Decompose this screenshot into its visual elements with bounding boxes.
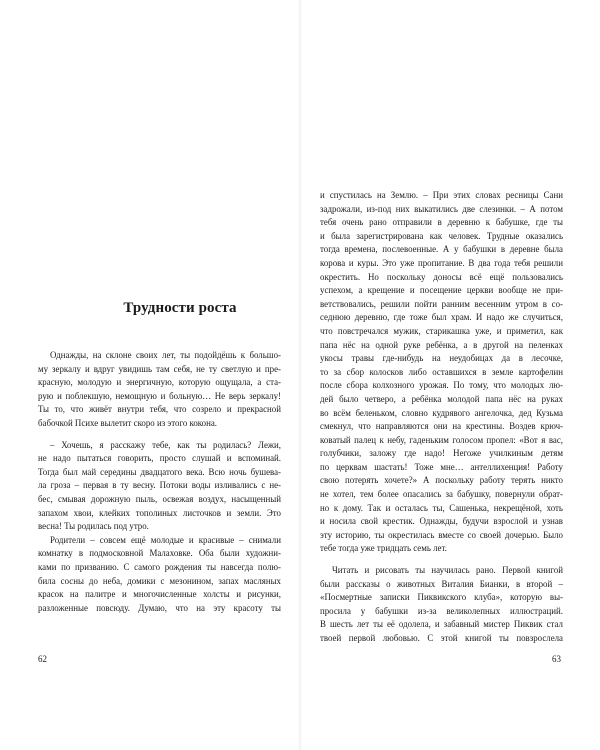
text-line: ками по призванию. С самого рождения ты навсегда полю-: [38, 561, 281, 572]
text-line: и носила свой крестик. Однажды, будучи взрослой и узнав: [320, 516, 563, 527]
text-line: рую и поблекшую, немощную и больную… Не верь зеркалу!: [38, 390, 281, 401]
page-number: 62: [38, 654, 47, 664]
text-line: и спустилась на Землю. – При этих словах ресницы Сани: [320, 190, 563, 200]
text-line: – Хочешь, я расскажу тебе, как ты родилась? Лежи,: [50, 439, 281, 450]
text-line: укосы травы где-нибудь на неудобицах да в лесочке,: [320, 353, 563, 364]
text-line: дей было четверо, а ребёнка молодой папа нёс на руках: [320, 393, 563, 404]
text-line: и была зарегистрирована как человек. Трудные оказались: [320, 230, 563, 241]
right-page: [300, 0, 600, 750]
text-line: запахом хвои, клейких тополиных листочков и земли. Это: [38, 507, 281, 518]
text-line: свою потерять хочете?» А поскольку работу терять никто: [320, 475, 563, 486]
text-line: разложенные повсюду. Думаю, что на эту красоту ты: [38, 602, 281, 613]
text-line: окрестить. Но поскольку доносы всё ещё пользовались: [320, 271, 563, 282]
paragraph-gap: [38, 431, 281, 439]
left-page-text: [38, 349, 281, 615]
text-line: тебе тогда уже тридцать семь лет.: [320, 543, 447, 554]
text-line: бабочкой Психе вылетит скоро из этого кокона.: [38, 417, 218, 428]
text-line: тебя очень рано отправили в деревню к бабушке, где ты: [320, 217, 563, 228]
text-line: не хотел, тем более опасались за бабушку, повернули обрат-: [320, 489, 563, 500]
text-line: задрожали, из-под них выкатились две слезинки. – А потом: [320, 203, 563, 214]
page-number: 63: [552, 654, 561, 664]
text-line: смекнул, что направляются они на крестины. Воздев крюч-: [320, 421, 563, 432]
text-line: Читать и рисовать ты научилась рано. Первой книгой: [332, 565, 563, 576]
right-page-text: [320, 189, 563, 646]
text-line: что повстречался мужик, старикашка уже, и приметил, как: [320, 325, 563, 336]
text-line: ветствовались, решили пойти ранним весенним утром в со-: [320, 298, 563, 309]
text-line: коватый палец к небу, гаденьким голосом пропел: «Вот я вас,: [320, 434, 563, 445]
text-line: успехом, а крещение и посещение церкви вообще не при-: [320, 285, 563, 296]
text-line: не надо пытаться говорить, просто слушай и вспоминай.: [38, 453, 281, 464]
paragraph-gap: [320, 556, 563, 564]
text-line: папа нёс на одной руке ребёнка, а в другой на пеленках: [320, 339, 563, 350]
text-line: Родители – совсем ещё молодые и красивые – снимали: [50, 534, 281, 545]
text-line: седнюю деревню, где тоже был храм. И надо же случиться,: [320, 312, 563, 323]
text-line: В шесть лет ты её одолела, и забавный мистер Пиквик стал: [320, 619, 563, 630]
text-line: тогда времена, послевоенные. А у бабушки в деревне была: [320, 244, 563, 255]
text-line: му зеркалу и вдруг увидишь там себя, не ту светлую и пре-: [38, 363, 281, 374]
text-line: во всём беленьком, словно кудрявого ангелочка, дед Кузьма: [320, 407, 563, 418]
text-line: голубчики, заложу где надо! Негоже училкиным детям: [320, 448, 563, 459]
text-line: красок на палитре и многочисленные холсты и рисунки,: [38, 589, 281, 600]
text-line: Тогда был май середины двадцатого века. Всю ночь бушева-: [38, 466, 281, 477]
text-line: были рассказы о животных Виталия Бианки, в второй –: [320, 578, 563, 589]
text-line: по церквам шастать! Тоже мне… антеллихенция! Работу: [320, 461, 563, 472]
text-line: била сосны до неба, домики с мезонином, запах масляных: [38, 575, 281, 586]
text-line: после сбора колхозного урожая. По тому, что молодых лю-: [320, 380, 563, 391]
text-line: красную, молодую и энергичную, которую ощущала, а ста-: [38, 377, 281, 388]
text-line: бес, смывая дорожную пыль, освежая воздух, насыщенный: [38, 493, 281, 504]
text-line: «Посмертные записки Пиквикского клуба», которую вы-: [320, 592, 563, 603]
text-line: то за сбор колосков либо оставшихся в земле картофелин: [320, 366, 563, 377]
text-line: Однажды, на склоне своих лет, ты подойдёшь к большо-: [50, 350, 281, 360]
text-line: просила у бабушки из-за великолепных иллюстраций.: [320, 605, 563, 616]
text-line: но к дому. Так и осталась ты, Сашенька, некрещёной, хоть: [320, 502, 563, 513]
text-line: твоей первой любовью. С этой книгой ты повзрослела: [320, 633, 563, 643]
chapter-title: Трудности роста: [123, 300, 237, 316]
text-line: корова и куры. Это уже пропитание. В два года тебя решили: [320, 257, 563, 268]
text-line: Ты то, что живёт внутри тебя, что созрело и прекрасной: [38, 404, 281, 415]
text-line: комнатку в подмосковной Малаховке. Оба были художни-: [38, 548, 281, 559]
text-line: ла гроза – первая в ту весну. Потоки воды изливались с не-: [38, 480, 281, 491]
text-line: весна! Ты родилась под утро.: [38, 521, 149, 532]
text-line: эту историю, ты окрестилась вместе со своей дочерью. Было: [320, 529, 563, 540]
